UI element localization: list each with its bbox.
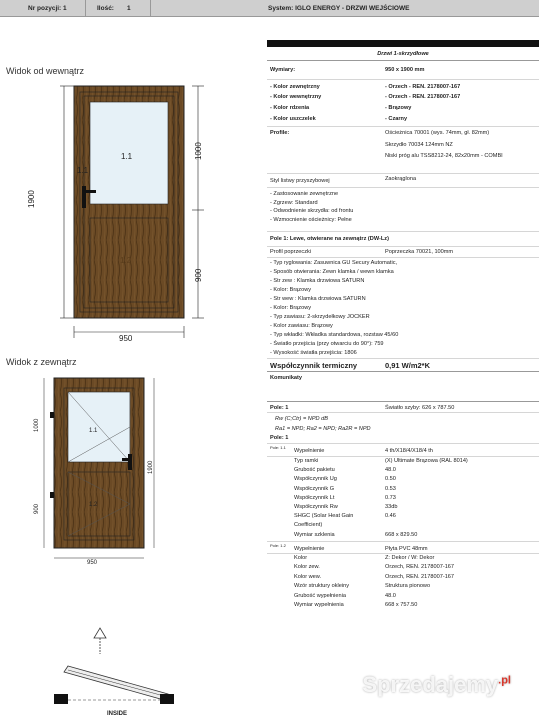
hardware-line: - Kolor: Brązowy <box>270 305 312 311</box>
hardware-line: - Wysokość światła przejścia: 1806 <box>270 350 357 356</box>
hardware-row <box>267 258 539 359</box>
profile-line: Skrzydło 70034 124mm NZ <box>385 142 453 148</box>
option-line: - Wzmocnienie ościeżnicy: Pełne <box>270 217 352 224</box>
color-int-value: - Orzech - REN. 2178007-167 <box>385 94 461 100</box>
profiles-row <box>267 127 539 174</box>
glass-light-value: Światło szyby: 626 x 787.50 <box>385 405 455 411</box>
hardware-line: - Światło przejścia (przy otwarciu do 90°): 759 <box>270 341 384 347</box>
option-line: - Odwodnienie skrzydła: od frontu <box>270 208 354 215</box>
fill-value: 4 th/X18/4/X18/4 th <box>385 448 433 454</box>
panel-properties <box>267 554 539 612</box>
height-dimension: 1900 <box>148 460 154 474</box>
dims-value: 950 x 1900 mm <box>385 67 425 73</box>
thermal-value: 0,91 W/m2*K <box>385 361 431 370</box>
fill2-label: Wypełnienie <box>294 546 325 552</box>
property-value: 668 x 757.50 <box>385 602 418 608</box>
glass-properties <box>267 457 539 541</box>
property-value: Z: Dekor / W: Dekor <box>385 555 435 561</box>
position-label: Nr pozycji: <box>28 5 62 12</box>
property-label: Typ ramki <box>294 458 319 464</box>
width-dimension: 950 <box>119 334 133 343</box>
hardware-line: - Typ wkładki: Wkładka standardowa, rozstaw 45/60 <box>270 332 399 338</box>
lower-dimension: 900 <box>34 503 40 514</box>
color-seal-value: - Czarny <box>385 116 408 122</box>
inside-label: INSIDE <box>107 711 128 717</box>
spec-title: Drzwi 1-skrzydłowe <box>377 51 429 57</box>
field1-label: Pole: 1 <box>270 435 289 441</box>
inside-view-label: Widok od wewnątrz <box>6 66 85 76</box>
field1-label: Pole: 1 <box>270 405 289 411</box>
property-value: Struktura pionowo <box>385 583 431 590</box>
spec-title-row <box>267 47 539 61</box>
property-label: Współczynnik G <box>294 485 335 492</box>
profile-line: Niski próg alu TSS8212-24, 82x20mm - COMBI <box>385 153 503 159</box>
hardware-line: - Sposób otwierania: Zewn klamka / wewn klamka <box>270 269 394 275</box>
ra-line: Ra1 = NPD; Ra2 = NPD; Ra2R = NPD <box>275 426 371 432</box>
property-value: 0.53 <box>385 485 396 492</box>
fill2-value: Płyta PVC 48mm <box>385 546 428 552</box>
property-label: Coefficient) <box>294 522 323 529</box>
hardware-line: - Typ zawiasu: 2-skrzydełkowy JOCKER <box>270 314 370 320</box>
rw-line: Rw (C;Ctr) = NPD dB <box>275 416 328 422</box>
field1-row <box>267 402 539 413</box>
dims-label: Wymiary: <box>270 67 296 73</box>
property-value: 0.46 <box>385 513 396 520</box>
profile-line: Ościeżnica 70001 (wys. 74mm, gł. 82mm) <box>385 130 490 136</box>
pane-label: 1.1 <box>77 166 89 175</box>
property-label: Współczynnik Rw <box>294 504 338 510</box>
watermark-suffix: .pl <box>498 674 511 687</box>
dims-row <box>267 61 539 80</box>
property-value: Orzech, REN. 2178007-167 <box>385 564 455 571</box>
property-label: Współczynnik Lt <box>294 494 335 501</box>
door-outside-drawing <box>30 372 180 572</box>
color-core-value: - Brązowy <box>385 105 412 111</box>
door-inside-drawing <box>40 80 230 350</box>
pane-label: 1.1 <box>121 152 133 161</box>
hardware-line: - Kolor zawiasu: Brązowy <box>270 323 333 329</box>
qty-value: 1 <box>127 5 131 12</box>
header-divider <box>85 0 86 17</box>
upper-dimension: 1000 <box>34 418 40 432</box>
hardware-line: - Str zew : Klamka drzwiowa SATURN <box>270 278 365 284</box>
property-label: Kolor wew. <box>294 573 322 580</box>
property-label: Kolor zew. <box>294 564 320 571</box>
width-dimension: 950 <box>87 560 98 566</box>
property-label: Wzór struktury okleiny <box>294 583 350 590</box>
position-value: 1 <box>63 5 67 12</box>
hardware-line: - Str wew : Klamka drzwiowa SATURN <box>270 296 366 302</box>
options-row <box>267 188 539 232</box>
opening-direction-diagram <box>52 626 192 712</box>
property-value: 0.50 <box>385 476 396 483</box>
bead-value: Zaokrąglona <box>385 176 417 182</box>
color-ext-value: - Orzech - REN. 2178007-167 <box>385 84 461 90</box>
pane-1-1-label: Pole: 1.1 <box>270 445 286 450</box>
color-int-label: - Kolor wewnętrzny <box>270 94 322 100</box>
property-label: Kolor <box>294 555 308 561</box>
profiles-label: Profile: <box>270 130 290 136</box>
thermal-row <box>267 359 539 372</box>
option-line: - Zastosowanie zewnętrzne <box>270 191 339 197</box>
fill2-row <box>267 541 539 554</box>
field-title-row <box>267 232 539 247</box>
pane-1-2-label: Pole: 1.2 <box>270 543 286 548</box>
property-label: Wymiar szklenia <box>294 531 335 538</box>
komunikaty-row <box>267 372 539 402</box>
transom-value: Poprzeczka 70021, 100mm <box>385 249 454 255</box>
property-value: 0.73 <box>385 494 396 501</box>
option-line: - Zgrzew: Standard <box>270 199 318 206</box>
property-value: (X) Ultimate Brązowa (RAL 8014) <box>385 458 468 464</box>
height-dimension: 1900 <box>27 190 36 208</box>
transom-row <box>267 247 539 258</box>
property-value: 48.0 <box>385 592 396 599</box>
property-label: Grubość wypełnienia <box>294 592 346 599</box>
fill-label: Wypełnienie <box>294 448 325 454</box>
outside-view-label: Widok z zewnątrz <box>6 357 77 367</box>
qty-label: Ilość: <box>97 5 114 12</box>
property-label: SHGC (Solar Heat Gain <box>294 513 354 520</box>
property-label: Współczynnik Ug <box>294 476 337 483</box>
watermark-text: Sprzedajemy <box>362 672 499 697</box>
spec-table <box>267 47 539 612</box>
hardware-line: - Typ ryglowania: Zasuwnica GU Secury Automatic, <box>270 260 398 266</box>
fill-row <box>267 444 539 457</box>
color-core-label: - Kolor rdzenia <box>270 105 310 111</box>
colors-row <box>267 80 539 127</box>
property-value: 33db <box>385 504 398 510</box>
system-label: System: IGLO ENERGY - DRZWI WEJŚCIOWE <box>268 5 410 12</box>
pane-label: 1.2 <box>89 502 98 508</box>
transom-label: Profil poprzeczki <box>270 249 312 255</box>
property-label: Wymiar wypełnienia <box>294 602 344 608</box>
spec-title-bar <box>267 40 539 47</box>
field1-row-2 <box>267 433 539 444</box>
color-seal-label: - Kolor uszczelek <box>270 116 316 122</box>
acoustic-block <box>267 413 539 433</box>
lower-dimension: 900 <box>194 268 203 282</box>
pane-label: 1.1 <box>89 428 98 434</box>
hardware-line: - Kolor: Brązowy <box>270 287 312 293</box>
komunikaty-label: Komunikaty <box>270 375 303 381</box>
property-label: Grubość pakietu <box>294 467 335 474</box>
watermark <box>362 672 511 698</box>
property-value: 668 x 829.50 <box>385 531 418 538</box>
header-divider <box>150 0 151 17</box>
upper-dimension: 1000 <box>194 142 203 160</box>
pane-label: 1.2 <box>120 256 132 265</box>
field-title: Pole 1: Lewe, otwierane na zewnątrz (DW-Lz) <box>270 236 389 242</box>
color-ext-label: - Kolor zewnętrzny <box>270 84 320 90</box>
thermal-label: Współczynnik termiczny <box>270 361 358 370</box>
document-header <box>0 0 539 17</box>
property-value: Orzech, REN. 2178007-167 <box>385 573 455 580</box>
property-value: 48.0 <box>385 467 396 474</box>
bead-row <box>267 174 539 188</box>
bead-label: Styl listwy przyszybowej <box>270 178 330 184</box>
